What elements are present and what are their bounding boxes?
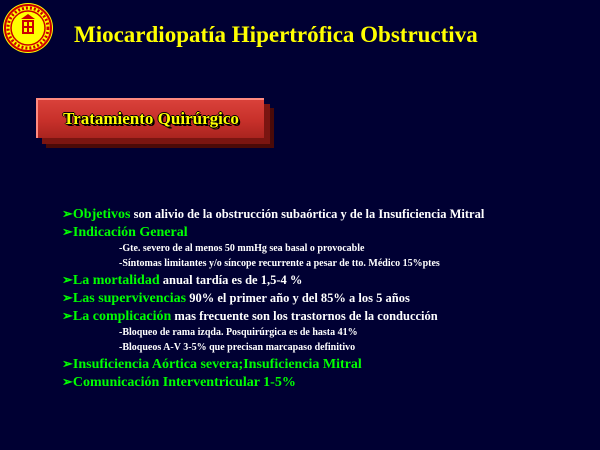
bullet-complicacion [62, 307, 592, 325]
arrow-bullet-icon: ➢ [62, 356, 73, 371]
bullet-heading: Objetivos [72, 207, 131, 222]
sub-item: -Gte. severo de al menos 50 mmHg sea basal o provocable [119, 243, 365, 254]
bullet-heading: Insuficiencia Aórtica severa;Insuficiencia Mitral [72, 357, 362, 372]
arrow-bullet-icon: ➢ [62, 308, 73, 323]
university-seal-icon [2, 2, 54, 54]
bullet-heading: La complicación [72, 309, 172, 324]
sub-item: -Bloqueo de rama izqda. Posquirúrgica es de hasta 41% [119, 327, 358, 338]
bullet-supervivencias [62, 289, 592, 307]
bullet-heading: Las supervivencias [72, 291, 187, 306]
bullet-list [62, 205, 592, 391]
section-box-label: Tratamiento Quirúrgico [63, 109, 239, 128]
bullet-mortalidad [62, 271, 592, 289]
arrow-bullet-icon: ➢ [62, 206, 73, 221]
bullet-heading: Indicación General [72, 225, 188, 240]
bullet-heading: Comunicación Interventricular 1-5% [72, 375, 296, 390]
bullet-text: mas frecuente son los trastornos de la conducción [171, 309, 438, 323]
sub-item: -Bloqueos A-V 3-5% que precisan marcapaso definitivo [119, 342, 356, 353]
bullet-text: son alivio de la obstrucción subaórtica y de la Insuficiencia Mitral [130, 207, 485, 221]
arrow-bullet-icon: ➢ [62, 374, 73, 389]
arrow-bullet-icon: ➢ [62, 272, 73, 287]
slide-title: Miocardiopatía Hipertrófica Obstructiva [74, 22, 478, 47]
sub-item: -Síntomas limitantes y/o síncope recurrente a pesar de tto. Médico 15%ptes [119, 258, 440, 269]
section-box [36, 98, 264, 138]
bullet-indicacion [62, 223, 592, 241]
bullet-text: 90% el primer año y del 85% a los 5 años [186, 291, 410, 305]
bullet-insuficiencia [62, 355, 592, 373]
bullet-objetivos [62, 205, 592, 223]
arrow-bullet-icon: ➢ [62, 290, 73, 305]
bullet-comunicacion [62, 373, 592, 391]
bullet-heading: La mortalidad [72, 273, 160, 288]
section-box-panel [36, 98, 264, 138]
bullet-text: anual tardía es de 1,5-4 % [159, 273, 303, 287]
arrow-bullet-icon: ➢ [62, 224, 73, 239]
